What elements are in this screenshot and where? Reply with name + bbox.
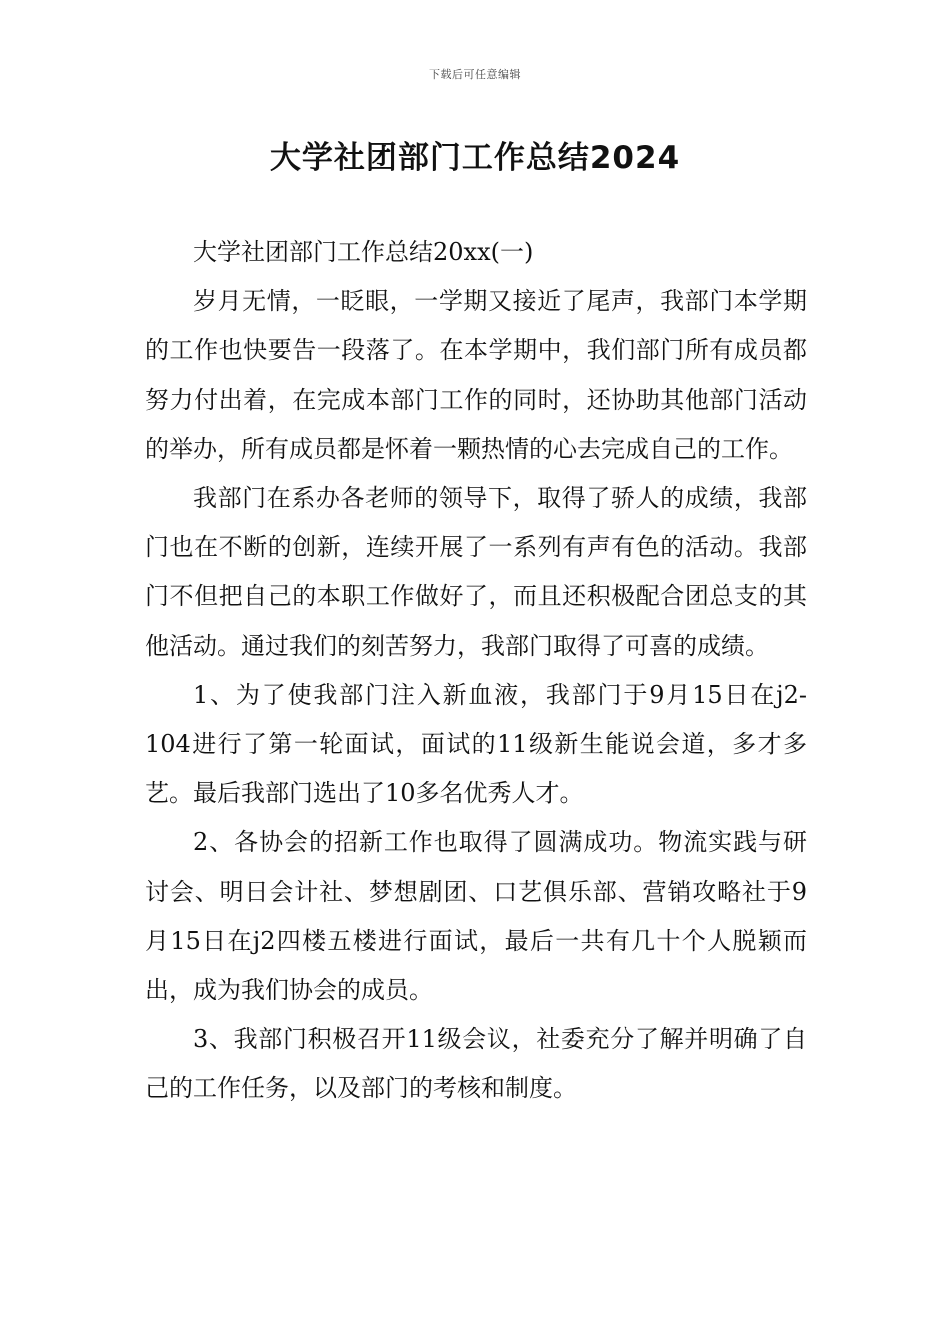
section-heading: 大学社团部门工作总结20xx(一) <box>193 238 534 266</box>
document-title: 大学社团部门工作总结2024 <box>269 140 681 176</box>
body-paragraph: 岁月无情，一眨眼，一学期又接近了尾声，我部门本学期的工作也快要告一段落了。在本学期中，我们部门所有成员都努力付出着，在完成本部门工作的同时，还协助其他部门活动的举办，所有成员都是怀着一颗热情的心去完成自己的工作。 <box>145 287 807 463</box>
body-paragraph: 我部门在系办各老师的领导下，取得了骄人的成绩，我部门也在不断的创新，连续开展了一系列有声有色的活动。我部门不但把自己的本职工作做好了，而且还积极配合团总支的其他活动。通过我们的刻苦努力，我部门取得了可喜的成绩。 <box>145 484 807 660</box>
list-item-paragraph: 2、各协会的招新工作也取得了圆满成功。物流实践与研讨会、明日会计社、梦想剧团、口艺俱乐部、营销攻略社于9月15日在j2四楼五楼进行面试，最后一共有几十个人脱颖而出，成为我们协会的成员。 <box>145 828 807 1005</box>
list-item-paragraph: 1、为了使我部门注入新血液，我部门于9月15日在j2-104进行了第一轮面试，面试的11级新生能说会道，多才多艺。最后我部门选出了10多名优秀人才。 <box>145 680 807 808</box>
document-body <box>145 228 807 1114</box>
list-item-paragraph: 3、我部门积极召开11级会议，社委充分了解并明确了自己的工作任务，以及部门的考核和制度。 <box>145 1025 807 1103</box>
page-header: 下载后可任意编辑 <box>429 68 521 81</box>
